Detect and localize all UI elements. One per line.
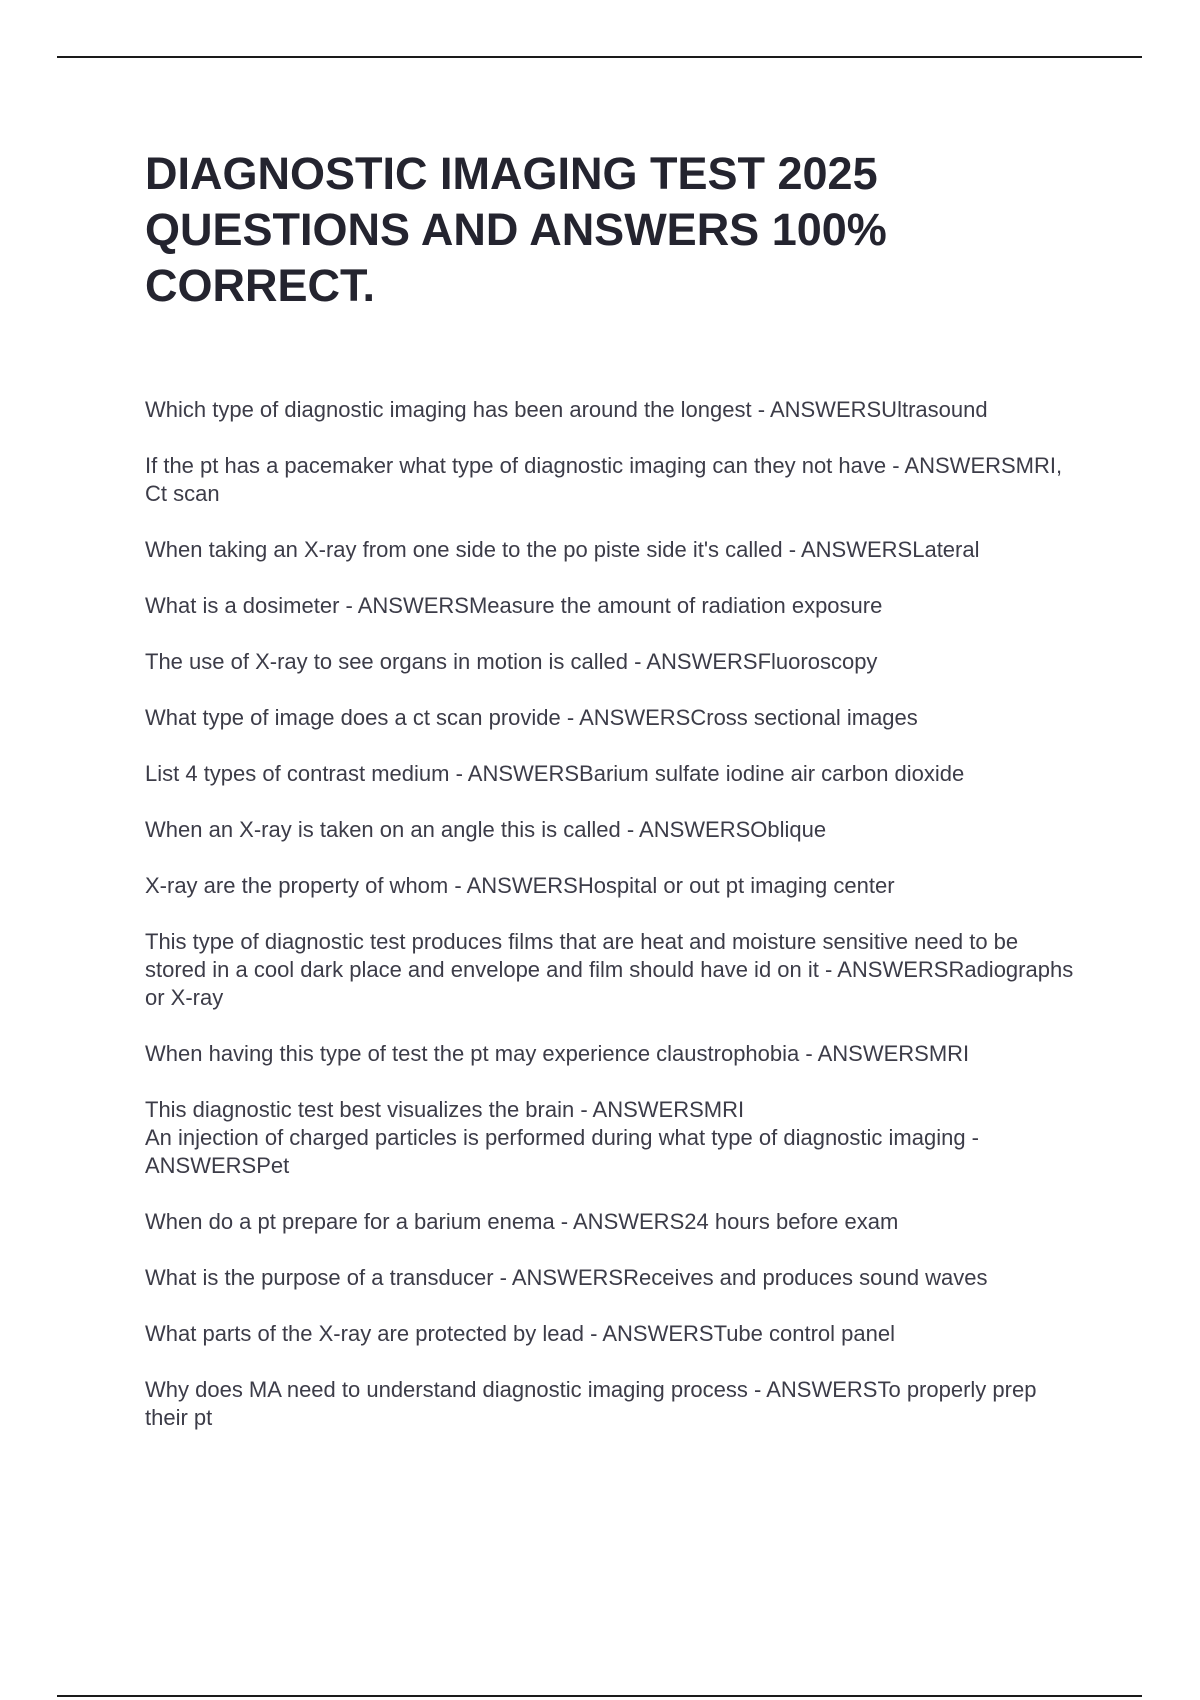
qa-item-12: This diagnostic test best visualizes the brain - ANSWERSMRI bbox=[145, 1097, 745, 1122]
qa-item-15: What is the purpose of a transducer - ANSWERSReceives and produces sound waves bbox=[145, 1265, 988, 1290]
qa-item-11: When having this type of test the pt may experience claustrophobia - ANSWERSMRI bbox=[145, 1041, 970, 1066]
qa-item-7: List 4 types of contrast medium - ANSWERSBarium sulfate iodine air carbon dioxide bbox=[145, 761, 965, 786]
qa-item-1: Which type of diagnostic imaging has been around the longest - ANSWERSUltrasound bbox=[145, 397, 988, 422]
document-title: DIAGNOSTIC IMAGING TEST 2025 QUESTIONS AND ANSWERS 100% CORRECT. bbox=[145, 148, 887, 311]
bottom-rule bbox=[57, 1695, 1142, 1697]
qa-item-17: Why does MA need to understand diagnostic imaging process - ANSWERSTo properly prep their pt bbox=[145, 1377, 1037, 1430]
qa-item-10: This type of diagnostic test produces films that are heat and moisture sensitive need to be stored in a cool dark place and envelope and film should have id on it - ANSWERSRadiographs or X-ray bbox=[145, 929, 1074, 1010]
qa-item-5: The use of X-ray to see organs in motion is called - ANSWERSFluoroscopy bbox=[145, 649, 878, 674]
qa-item-2: If the pt has a pacemaker what type of diagnostic imaging can they not have - ANSWERSMRI, Ct scan bbox=[145, 453, 1063, 506]
qa-item-3: When taking an X-ray from one side to the po piste side it's called - ANSWERSLateral bbox=[145, 537, 980, 562]
qa-item-4: What is a dosimeter - ANSWERSMeasure the amount of radiation exposure bbox=[145, 593, 883, 618]
qa-item-14: When do a pt prepare for a barium enema - ANSWERS24 hours before exam bbox=[145, 1209, 899, 1234]
qa-item-13: An injection of charged particles is performed during what type of diagnostic imaging - ANSWERSPet bbox=[145, 1125, 980, 1178]
qa-item-9: X-ray are the property of whom - ANSWERSHospital or out pt imaging center bbox=[145, 873, 895, 898]
qa-item-8: When an X-ray is taken on an angle this is called - ANSWERSOblique bbox=[145, 817, 827, 842]
qa-list bbox=[145, 396, 1085, 1460]
top-rule bbox=[57, 56, 1142, 58]
qa-item-16: What parts of the X-ray are protected by lead - ANSWERSTube control panel bbox=[145, 1321, 895, 1346]
qa-item-6: What type of image does a ct scan provide - ANSWERSCross sectional images bbox=[145, 705, 918, 730]
